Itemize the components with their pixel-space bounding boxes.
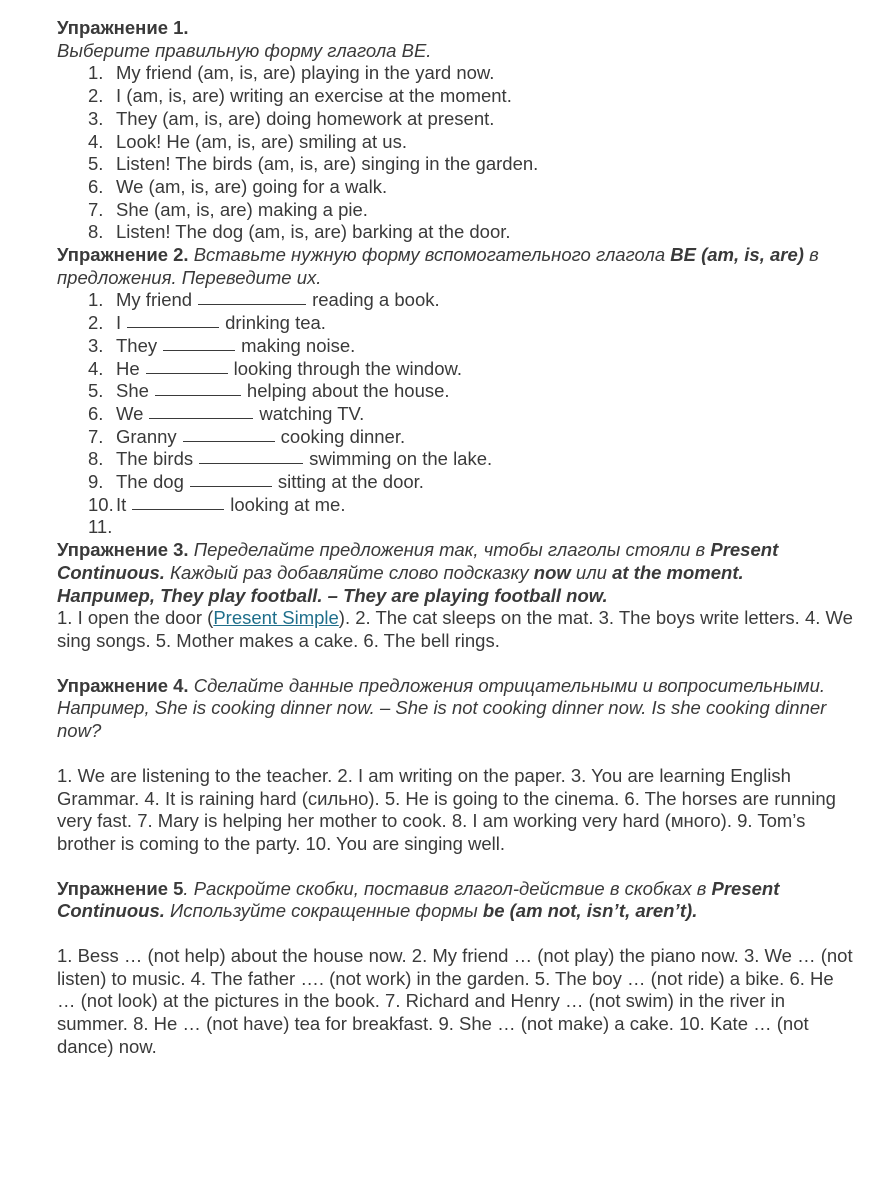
exercise-1-instruction: Выберите правильную форму глагола BE.: [57, 39, 432, 61]
answer-blank[interactable]: [155, 380, 241, 396]
list-item: 4. Look! He (am, is, are) smiling at us.: [88, 130, 407, 152]
answer-blank[interactable]: [198, 289, 306, 305]
list-item: 4. He looking through the window.: [88, 357, 462, 379]
exercise-2-heading: Упражнение 2. Вставьте нужную форму вспомогательного глагола BE (am, is, are) в предложения. Переведите их.: [57, 244, 819, 288]
present-simple-link[interactable]: Present Simple: [213, 607, 339, 629]
answer-blank[interactable]: [127, 312, 219, 328]
exercise-1-list: [57, 62, 855, 244]
spacer: [57, 743, 855, 765]
exercise-3-heading: Упражнение 3. Переделайте предложения так, чтобы глаголы стояли в Present Continuous. Каждый раз добавляйте слово подсказку now или at the moment.: [57, 539, 779, 583]
answer-blank[interactable]: [183, 426, 275, 442]
exercise-5: [57, 878, 855, 1059]
list-item: 1. My friend (am, is, are) playing in the yard now.: [88, 62, 495, 84]
list-item: 5. She helping about the house.: [88, 380, 450, 402]
exercise-4-title: Упражнение 4.: [57, 674, 189, 696]
list-item: 11.: [88, 516, 113, 538]
list-item: 9. The dog sitting at the door.: [88, 471, 424, 493]
exercise-1: [57, 17, 855, 244]
answer-blank[interactable]: [146, 358, 228, 374]
answer-blank[interactable]: [199, 448, 303, 464]
list-item: 8. Listen! The dog (am, is, are) barking at the door.: [88, 221, 511, 243]
answer-blank[interactable]: [132, 494, 224, 510]
exercise-4-body: 1. We are listening to the teacher. 2. I am writing on the paper. 3. You are learning English Grammar. 4. It is raining hard (сильно). 5. He is going to the cinema. 6. The horses are running very fast. 7. Mary is helping her mother to cook. 8. I am working very hard (много). 9. Tom’s brother is coming to the party. 10. You are singing well.: [57, 764, 836, 854]
exercise-3-example: Например, They play football. – They are playing football now.: [57, 584, 608, 606]
list-item: 2. I drinking tea.: [88, 312, 326, 334]
list-item: 3. They making noise.: [88, 334, 356, 356]
list-item: 7. Granny cooking dinner.: [88, 425, 406, 447]
answer-blank[interactable]: [163, 335, 235, 351]
list-item: 1. My friend reading a book.: [88, 289, 440, 311]
exercise-3-title: Упражнение 3.: [57, 539, 189, 561]
exercise-5-heading: Упражнение 5. Раскройте скобки, поставив глагол-действие в скобках в Present Continuous. Используйте сокращенные формы be (am not, isn’t, aren’t).: [57, 877, 780, 922]
spacer: [57, 856, 855, 878]
exercise-2-list: [57, 289, 855, 539]
spacer: [57, 923, 855, 945]
exercise-5-body: 1. Bess … (not help) about the house now. 2. My friend … (not play) the piano now. 3. We … (not listen) to music. 4. The father …. (not work) in the garden. 5. The boy … (not ride) a bike. 6. He … (not look) at the pictures in the book. 7. Richard and Henry … (not swim) in the river in summer. 8. He … (not have) tea for breakfast. 9. She … (not make) a cake. 10. Kate … (not dance) now.: [57, 945, 853, 1057]
list-item: 3. They (am, is, are) doing homework at present.: [88, 107, 495, 129]
exercise-4: [57, 675, 855, 856]
exercise-2-title: Упражнение 2.: [57, 244, 189, 266]
list-item: 6. We watching TV.: [88, 402, 365, 424]
list-item: 7. She (am, is, are) making a pie.: [88, 198, 368, 220]
list-item: 2. I (am, is, are) writing an exercise at the moment.: [88, 85, 512, 107]
exercise-1-title: Упражнение 1.: [57, 17, 189, 38]
exercise-2: [57, 244, 855, 539]
answer-blank[interactable]: [190, 471, 272, 487]
list-item: 10. It looking at me.: [88, 493, 346, 515]
list-item: 5. Listen! The birds (am, is, are) singing in the garden.: [88, 153, 539, 175]
exercise-4-example: Например, She is cooking dinner now. – She is not cooking dinner now. Is she cooking dinner now?: [57, 697, 827, 742]
exercise-3: [57, 539, 855, 653]
exercise-4-heading: Упражнение 4. Сделайте данные предложения отрицательными и вопросительными.: [57, 674, 826, 696]
exercise-3-body: 1. I open the door (Present Simple). 2. The cat sleeps on the mat. 3. The boys write letters. 4. We sing songs. 5. Mother makes a cake. 6. The bell rings.: [57, 607, 853, 651]
list-item: 8. The birds swimming on the lake.: [88, 448, 493, 470]
answer-blank[interactable]: [149, 403, 253, 419]
list-item: 6. We (am, is, are) going for a walk.: [88, 175, 388, 197]
exercise-5-title: Упражнение 5: [57, 877, 184, 899]
spacer: [57, 653, 855, 675]
